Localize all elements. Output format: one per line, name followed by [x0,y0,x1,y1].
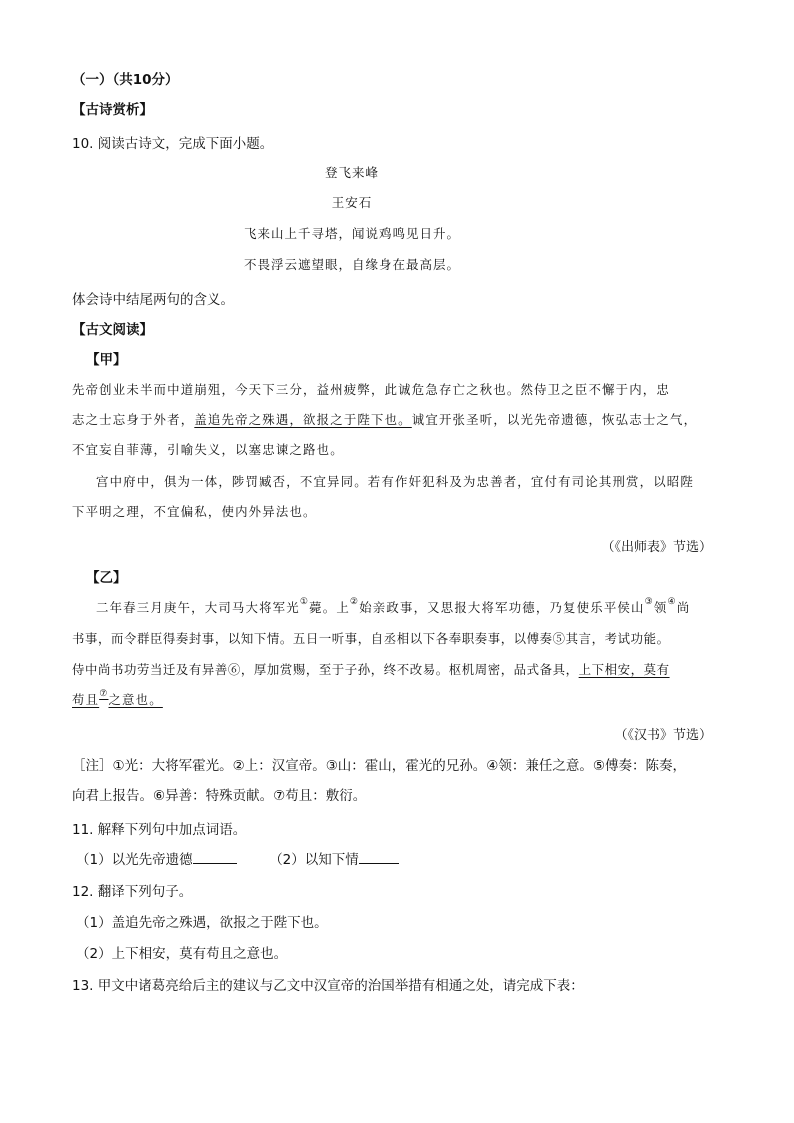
footnote-marker: ② [349,597,360,607]
underlined-sentence: 盖追先帝之殊遇，欲报之于陛下也。 [194,412,412,427]
underlined-sentence: 苟且 [72,692,100,707]
footnote-marker: ③ [644,597,654,607]
poem-line-2: 不畏浮云遮望眼，自缘身在最高层。 [243,257,460,272]
answer-blank[interactable] [359,851,399,864]
jia-source: （《出师表》节选） [601,540,712,555]
notes-line-1: ［注］①光：大将军霍光。②上：汉宣帝。③山：霍山，霍光的兄孙。④领：兼任之意。⑤傅奏：陈奏， [72,758,687,774]
footnote-marker: ⑦ [99,689,109,699]
answer-blank[interactable] [193,851,237,864]
question-11-item-1: （1）以光先帝遗德 [76,852,193,868]
yi-line-3 [72,660,670,678]
question-13-prompt: 13. 甲文中诸葛亮给后主的建议与乙文中汉宣帝的治国举措有相通之处，请完成下表： [72,978,584,994]
question-10-task: 体会诗中结尾两句的含义。 [72,292,234,308]
underlined-sentence: 之意也。 [108,692,163,707]
footnote-marker: ① [299,597,310,607]
poem-author: 王安石 [331,195,373,210]
text-segment: 侍中尚书功劳当迁及有异善⑥，厚加赏赐，至于子孙，终不改易。枢机周密，品式备具， [72,662,579,677]
question-12-item-2: （2）上下相安，莫有苟且之意也。 [76,946,288,962]
question-10-prompt: 10. 阅读古诗文，完成下面小题。 [72,136,274,152]
yi-line-2: 书事，而令群臣得奏封事，以知下情。五日一听事，自丞相以下各奉职奏事，以傅奏⑤其言，考试功能。 [72,631,670,646]
text-segment: 先帝创业未半而中道崩殂，今天下三分，益州疲弊，此诚危急存亡之秋也。然侍卫之臣不懈于内，忠 [72,382,670,397]
poetry-heading: 【古诗赏析】 [72,102,153,118]
notes-line-2: 向君上报告。⑥异善：特殊贡献。⑦苟且：敷衍。 [72,788,367,804]
yi-source: （《汉书》节选） [614,728,712,743]
text-segment: 诚宜开张圣听，以光先帝遗德，恢弘志士之气， [411,412,698,427]
text-segment: 薨。上 [309,600,350,615]
jia-paragraph-1-line-2 [72,410,697,428]
question-11-prompt: 11. 解释下列句中加点词语。 [72,822,247,838]
passage-yi-label: 【乙】 [86,570,127,586]
footnote-marker: ④ [667,597,677,607]
question-12-item-1: （1）盖追先帝之殊遇，欲报之于陛下也。 [76,915,328,931]
poem-title: 登飞来峰 [324,165,379,180]
yi-line-4 [72,690,163,708]
underlined-sentence: 上下相安，莫有 [578,662,670,677]
section-header: （一）（共10分） [72,72,179,88]
passage-jia-label: 【甲】 [86,352,127,368]
question-12-prompt: 12. 翻译下列句子。 [72,884,193,900]
jia-paragraph-2-line-1: 宫中府中，俱为一体，陟罚臧否，不宜异同。若有作奸犯科及为忠善者，宜付有司论其刑赏，以昭陛 [96,474,694,489]
jia-paragraph-1-line-3: 不宜妄自菲薄，引喻失义，以塞忠谏之路也。 [72,442,344,457]
text-segment: 始亲政事，又思报大将军功德，乃复使乐平侯山 [359,600,645,615]
jia-paragraph-2-line-2: 下平明之理，不宜偏私，使内外异法也。 [72,504,317,519]
text-segment: 志之士忘身于外者， [72,412,195,427]
question-11-items [76,848,399,868]
text-segment: 尚 [676,600,691,615]
text-segment: 二年春三月庚午，大司马大将军光 [96,600,300,615]
classical-heading: 【古文阅读】 [72,322,153,338]
question-11-item-2: （2）以知下情 [269,852,359,868]
jia-paragraph-1-line-1 [72,380,670,398]
yi-line-1 [96,598,690,616]
poem-line-1: 飞来山上千寻塔，闻说鸡鸣见日升。 [243,226,460,241]
text-segment: 领 [653,600,668,615]
